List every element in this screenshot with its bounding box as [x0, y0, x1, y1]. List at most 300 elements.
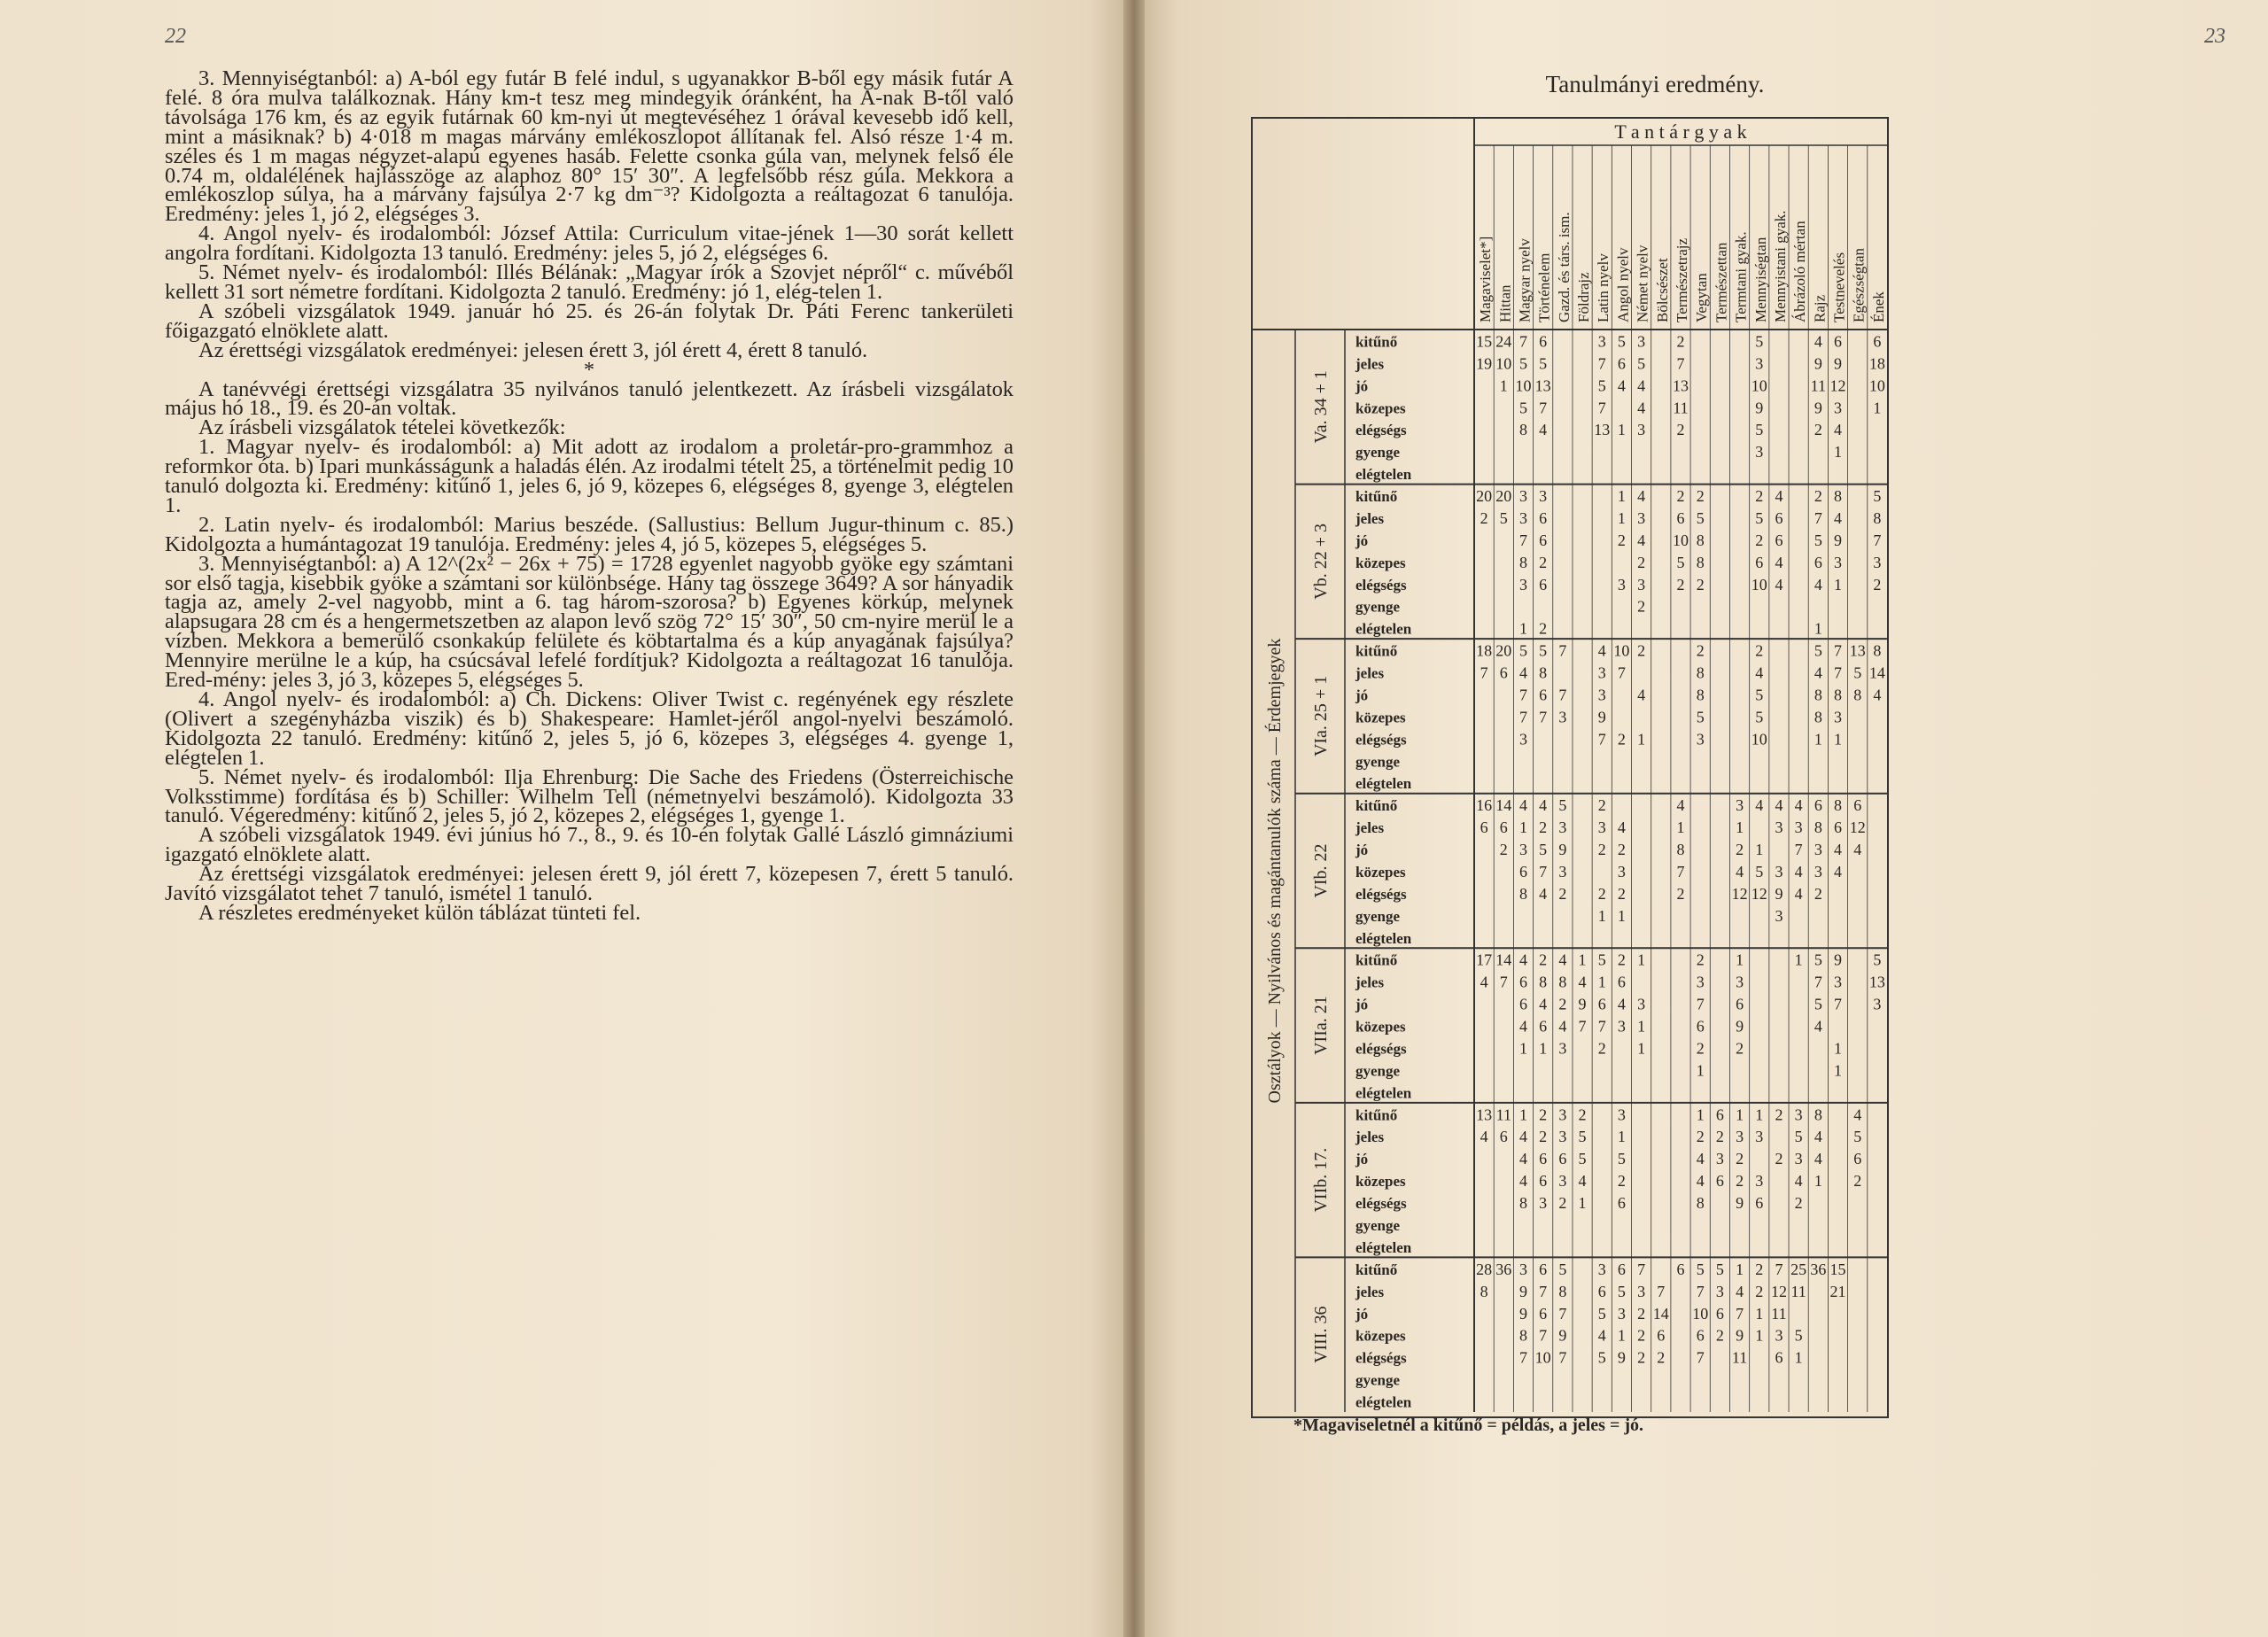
table-cell: 2 [1539, 1106, 1548, 1124]
table-cell: 6 [1539, 1150, 1548, 1168]
table-cell: 11 [1731, 1348, 1748, 1367]
table-cell: 6 [1518, 862, 1527, 881]
table-cell: 3 [1539, 487, 1548, 506]
table-cell: 3 [1775, 862, 1783, 881]
table-cell: 6 [1657, 1326, 1666, 1345]
table-cell: 4 [1597, 1326, 1606, 1345]
table-cell: 4 [1637, 399, 1646, 417]
subject-header: Német nyelv [1634, 244, 1651, 322]
table-cell: 4 [1597, 641, 1606, 660]
table-cell: 5 [1558, 1260, 1567, 1278]
grade-label: gyenge [1355, 753, 1401, 771]
table-cell: 4 [1873, 686, 1882, 704]
grade-label: kitűnő [1355, 797, 1398, 815]
paragraph: Az érettségi vizsgálatok eredményei: jelesen érett 9, jól érett 7, közepesen 7, érett 5 tanuló. Javító vizsgálatot tehet 7 tanuló, ismétel 1 tanuló. [165, 862, 1014, 906]
table-cell: 2 [1755, 1282, 1764, 1300]
table-cell: 3 [1873, 995, 1882, 1013]
paragraph: A részletes eredményeket külön táblázat tünteti fel. [198, 900, 641, 925]
table-cell: 9 [1775, 884, 1783, 903]
table-cell: 4 [1755, 796, 1764, 815]
table-cell: 10 [1534, 1348, 1551, 1367]
table-cell: 2 [1617, 841, 1626, 859]
footnote: *Magaviseletnél a kitűnő = példás, a jeles = jó. [1293, 1416, 1643, 1435]
table-cell: 1 [1539, 1039, 1548, 1058]
table-cell: 9 [1558, 841, 1567, 859]
table-cell: 1 [1755, 1326, 1764, 1345]
table-cell: 3 [1794, 1106, 1803, 1124]
table-cell: 2 [1558, 1194, 1567, 1213]
table-cell: 7 [1775, 1260, 1783, 1278]
table-cell: 8 [1518, 1194, 1527, 1213]
table-cell: 6 [1696, 1326, 1705, 1345]
table-cell: 5 [1755, 421, 1764, 439]
table-cell: 4 [1775, 553, 1783, 571]
table-cell: 14 [1868, 663, 1885, 682]
table-cell: 1 [1597, 973, 1606, 991]
table-cell: 7 [1539, 1282, 1548, 1300]
grade-label: gyenge [1355, 907, 1401, 925]
table-cell: 10 [1495, 354, 1512, 373]
table-cell: 3 [1637, 332, 1646, 351]
table-cell: 8 [1539, 663, 1548, 682]
table-cell: 3 [1558, 708, 1567, 726]
table-cell: 1 [1637, 1039, 1646, 1058]
table-cell: 1 [1518, 1039, 1527, 1058]
table-cell: 10 [1613, 641, 1630, 660]
table-cell: 5 [1617, 332, 1626, 351]
table-cell: 6 [1853, 1150, 1862, 1168]
subject-header: Mennyiségtan [1751, 237, 1769, 322]
table-cell: 1 [1794, 1348, 1803, 1367]
table-cell: 9 [1834, 354, 1843, 373]
grade-label: elégtelen [1355, 929, 1412, 947]
table-cell: 6 [1696, 1017, 1705, 1036]
grade-label: közepes [1355, 554, 1406, 571]
paragraph: Az érettségi vizsgálatok eredményei: jelesen érett 3, jól érett 4, érett 8 tanuló. [198, 337, 868, 362]
paragraph: 5. Német nyelv- és irodalomból: Ilja Ehrenburg: Die Sache des Friedens (Österreichische Volksstimme) fordítása és b) Schiller: Wilhelm Tell (németnyelvi beszámoló). Kidolgozta 33 tanuló. Végeredmény: kitűnő 2, jeles 5, jó 2, közepes 2, elégséges 1, gyenge 1. [165, 764, 1014, 828]
table-cell: 5 [1853, 1128, 1862, 1146]
table-cell: 1 [1834, 1061, 1843, 1080]
table-cell: 10 [1751, 376, 1767, 395]
table-cell: 7 [1499, 973, 1508, 991]
table-cell: 3 [1715, 1282, 1724, 1300]
table-cell: 8 [1696, 686, 1705, 704]
table-cell: 2 [1597, 884, 1606, 903]
paragraph: 1. Magyar nyelv- és irodalomból: a) Mit adott az irodalom a proletár-pro-grammhoz a reformkor óta. b) Ipari munkásságunk a haladás élén. Az irodalmi tételt 25, a történelmit pedig 10 tanuló dolgozta ki. Eredmény: kitűnő 1, jeles 6, jó 9, közepes 6, elégséges 8, gyenge 3, elégtelen 1. [165, 435, 1014, 517]
grade-label: kitűnő [1355, 642, 1398, 660]
table-cell: 2 [1775, 1106, 1783, 1124]
table-cell: 6 [1499, 818, 1508, 837]
table-cell: 6 [1539, 531, 1548, 549]
subject-header: Angol nyelv [1614, 247, 1632, 322]
table-cell: 8 [1814, 818, 1822, 837]
subject-header: Történelem [1535, 252, 1553, 322]
table-cell: 4 [1578, 973, 1587, 991]
subject-header: Mennyistani gyak. [1771, 210, 1789, 322]
table-cell: 8 [1834, 796, 1843, 815]
table-cell: 7 [1597, 354, 1606, 373]
table-cell: 5 [1755, 862, 1764, 881]
table-cell: 2 [1715, 1326, 1724, 1345]
table-cell: 2 [1696, 575, 1705, 594]
table-cell: 4 [1539, 796, 1548, 815]
table-cell: 6 [1539, 1172, 1548, 1191]
paragraph: 2. Latin nyelv- és irodalomból: Marius beszéde. (Sallustius: Bellum Jugur-thinum c. 85.) Kidolgozta a humántagozat 19 tanulója. Eredmény: jeles 4, jó 5, közepes 5, elégséges 5. [165, 512, 1014, 556]
table-cell: 1 [1617, 1326, 1626, 1345]
subject-header: Természettan [1713, 242, 1730, 322]
table-cell: 2 [1539, 1128, 1548, 1146]
table-cell: 1 [1578, 950, 1587, 969]
table-cell: 6 [1617, 1260, 1626, 1278]
table-cell: 3 [1518, 1260, 1527, 1278]
table-cell: 2 [1617, 950, 1626, 969]
table-cell: 3 [1617, 1304, 1626, 1323]
table-cell: 10 [1673, 531, 1689, 549]
table-cell: 6 [1617, 973, 1626, 991]
table-cell: 8 [1696, 553, 1705, 571]
table-cell: 4 [1834, 508, 1843, 527]
grade-label: elégtelen [1355, 1393, 1412, 1411]
grade-label: jeles [1355, 355, 1385, 373]
table-cell: 17 [1476, 950, 1493, 969]
table-cell: 4 [1794, 862, 1803, 881]
table-cell: 3 [1637, 421, 1646, 439]
table-cell: 4 [1578, 1172, 1587, 1191]
table-cell: 7 [1736, 1304, 1744, 1323]
table-cell: 5 [1617, 1150, 1626, 1168]
table-cell: 1 [1834, 575, 1843, 594]
table-cell: 3 [1637, 575, 1646, 594]
table-cell: 8 [1558, 1282, 1567, 1300]
table-cell: 13 [1594, 421, 1611, 439]
grade-label: jó [1355, 687, 1369, 704]
table-cell: 1 [1637, 1017, 1646, 1036]
table-cell: 9 [1814, 399, 1822, 417]
results-table-svg [1253, 119, 1887, 1412]
table-cell: 7 [1696, 995, 1705, 1013]
table-cell: 7 [1539, 399, 1548, 417]
table-cell: 3 [1736, 1128, 1744, 1146]
table-cell: 4 [1814, 1128, 1822, 1146]
table-cell: 1 [1873, 399, 1882, 417]
table-cell: 7 [1518, 332, 1527, 351]
table-cell: 3 [1617, 575, 1626, 594]
table-cell: 6 [1755, 553, 1764, 571]
table-cell: 1 [1676, 818, 1685, 837]
table-cell: 12 [1751, 884, 1767, 903]
table-cell: 3 [1794, 1150, 1803, 1168]
table-cell: 2 [1637, 597, 1646, 616]
grade-label: jeles [1355, 509, 1385, 527]
table-cell: 1 [1755, 841, 1764, 859]
book-gutter [1123, 0, 1145, 1637]
table-cell: 2 [1814, 884, 1822, 903]
table-cell: 6 [1853, 796, 1862, 815]
table-cell: 2 [1539, 818, 1548, 837]
table-cell: 2 [1617, 531, 1626, 549]
table-cell: 6 [1715, 1304, 1724, 1323]
table-cell: 4 [1834, 841, 1843, 859]
table-cell: 9 [1518, 1282, 1527, 1300]
table-cell: 8 [1814, 686, 1822, 704]
table-cell: 4 [1539, 884, 1548, 903]
table-cell: 5 [1597, 1304, 1606, 1323]
grade-label: jó [1355, 842, 1369, 859]
table-cell: 1 [1736, 1260, 1744, 1278]
table-cell: 3 [1597, 686, 1606, 704]
table-cell: 1 [1617, 906, 1626, 925]
table-cell: 14 [1495, 796, 1512, 815]
grade-label: elégtelen [1355, 775, 1412, 793]
table-cell: 7 [1578, 1017, 1587, 1036]
table-cell: 4 [1676, 796, 1685, 815]
grade-label: kitűnő [1355, 333, 1398, 351]
grade-label: kitűnő [1355, 488, 1398, 506]
grade-label: elégségs [1355, 422, 1407, 439]
table-cell: 4 [1637, 487, 1646, 506]
table-cell: 6 [1558, 1150, 1567, 1168]
table-cell: 5 [1578, 1150, 1587, 1168]
subjects-group-header: T a n t á r g y a k [1614, 120, 1747, 143]
table-cell: 1 [1597, 906, 1606, 925]
table-cell: 8 [1676, 841, 1685, 859]
table-cell: 3 [1518, 730, 1527, 749]
table-cell: 2 [1676, 421, 1685, 439]
table-cell: 2 [1775, 1150, 1783, 1168]
class-label: VIIb. 17. [1311, 1147, 1331, 1213]
table-cell: 1 [1518, 1106, 1527, 1124]
table-cell: 8 [1539, 973, 1548, 991]
grade-label: elégségs [1355, 1040, 1407, 1058]
paragraph: 3. Mennyiségtanból: a) A 12^(2x² − 26x + 75) = 1728 egyenlet nagyobb gyöke egy számtani sor első tagja, kisebbik gyöke a számtani sor különbsége. Hány tag összege 3649? A sor hányadik tagja az, amely 2-vel nagyobb, mint a 6. tag három-szorosa? b) Egyenes körkúp, melynek alapsugara 28 cm és a hengermetszetben az alapon levő szög 72° 15′ 30″, 50 cm-nyire merül le a vízben. Mekkora a bemerülő csonkakúp felülete és köbtartalma és a kúp anyagának fajsúlya? Mennyire merülne le a kúp, ha csúcsával lefelé fordítjuk? Kidolgozta a reáltagozat 16 tanulója. Ered-mény: jeles 3, jó 3, közepes 5, elégséges 5. [165, 551, 1014, 693]
table-cell: 1 [1637, 950, 1646, 969]
table-cell: 5 [1499, 508, 1508, 527]
table-cell: 13 [1673, 376, 1689, 395]
grade-label: gyenge [1355, 444, 1401, 462]
table-cell: 6 [1539, 1304, 1548, 1323]
table-cell: 2 [1597, 796, 1606, 815]
side-label: Osztályok — Nyilvános és magántanulók száma — Érdemjegyek [1265, 638, 1285, 1104]
table-cell: 10 [1751, 730, 1767, 749]
table-cell: 20 [1476, 487, 1493, 506]
table-cell: 8 [1696, 1194, 1705, 1213]
table-cell: 5 [1597, 950, 1606, 969]
table-cell: 2 [1558, 995, 1567, 1013]
grade-label: jó [1355, 996, 1369, 1013]
left-page [0, 0, 1123, 1637]
table-cell: 3 [1597, 332, 1606, 351]
subject-header: Vegytan [1693, 273, 1711, 322]
table-cell: 3 [1597, 1260, 1606, 1278]
table-cell: 36 [1495, 1260, 1512, 1278]
grade-label: jeles [1355, 664, 1385, 682]
table-cell: 5 [1597, 1348, 1606, 1367]
grade-label: közepes [1355, 1173, 1406, 1191]
grade-label: gyenge [1355, 1062, 1401, 1080]
grade-label: elégségs [1355, 576, 1407, 594]
table-cell: 3 [1814, 862, 1822, 881]
table-cell: 4 [1814, 575, 1822, 594]
table-cell: 4 [1617, 995, 1626, 1013]
subject-header: Termtani gyak. [1732, 231, 1750, 322]
table-cell: 11 [1495, 1106, 1511, 1124]
subject-header: Testnevelés [1830, 252, 1848, 322]
table-cell: 6 [1539, 332, 1548, 351]
table-cell: 2 [1755, 487, 1764, 506]
table-cell: 8 [1518, 553, 1527, 571]
grade-label: gyenge [1355, 1217, 1401, 1235]
table-cell: 2 [1499, 841, 1508, 859]
table-cell: 6 [1499, 663, 1508, 682]
table-cell: 4 [1775, 796, 1783, 815]
table-cell: 9 [1518, 1304, 1527, 1323]
table-cell: 4 [1755, 663, 1764, 682]
table-cell: 6 [1873, 332, 1882, 351]
table-cell: 6 [1480, 818, 1488, 837]
table-cell: 6 [1834, 818, 1843, 837]
grade-label: kitűnő [1355, 1106, 1398, 1124]
table-cell: 4 [1617, 818, 1626, 837]
table-cell: 7 [1597, 1017, 1606, 1036]
table-cell: 2 [1539, 619, 1548, 638]
table-cell: 2 [1637, 553, 1646, 571]
table-cell: 2 [1696, 487, 1705, 506]
table-cell: 12 [1849, 818, 1866, 837]
grade-label: kitűnő [1355, 951, 1398, 969]
table-cell: 6 [1775, 1348, 1783, 1367]
table-cell: 18 [1868, 354, 1885, 373]
table-cell: 16 [1476, 796, 1493, 815]
table-cell: 2 [1637, 1304, 1646, 1323]
table-cell: 6 [1736, 995, 1744, 1013]
table-cell: 3 [1558, 1128, 1567, 1146]
table-cell: 9 [1617, 1348, 1626, 1367]
table-cell: 1 [1814, 1172, 1822, 1191]
grade-label: elégségs [1355, 885, 1407, 903]
table-cell: 9 [1814, 354, 1822, 373]
table-cell: 4 [1794, 1172, 1803, 1191]
table-cell: 9 [1755, 399, 1764, 417]
table-cell: 2 [1696, 1039, 1705, 1058]
table-cell: 3 [1834, 973, 1843, 991]
table-cell: 21 [1829, 1282, 1846, 1300]
table-cell: 4 [1794, 884, 1803, 903]
table-cell: 3 [1597, 663, 1606, 682]
table-cell: 3 [1518, 841, 1527, 859]
table-cell: 4 [1736, 1282, 1744, 1300]
table-cell: 14 [1652, 1304, 1669, 1323]
table-cell: 4 [1814, 332, 1822, 351]
table-cell: 6 [1775, 531, 1783, 549]
grade-label: elégtelen [1355, 466, 1412, 484]
table-cell: 7 [1558, 641, 1567, 660]
table-cell: 8 [1853, 686, 1862, 704]
table-cell: 4 [1637, 376, 1646, 395]
table-cell: 5 [1676, 553, 1685, 571]
table-cell: 4 [1480, 1128, 1488, 1146]
table-cell: 7 [1834, 641, 1843, 660]
table-cell: 1 [1736, 950, 1744, 969]
table-cell: 2 [1715, 1128, 1724, 1146]
table-cell: 8 [1696, 663, 1705, 682]
grade-label: közepes [1355, 709, 1406, 726]
table-cell: 7 [1834, 663, 1843, 682]
table-cell: 25 [1790, 1260, 1807, 1278]
table-cell: 4 [1558, 1017, 1567, 1036]
table-cell: 2 [1696, 641, 1705, 660]
table-cell: 15 [1476, 332, 1493, 351]
table-cell: 9 [1736, 1194, 1744, 1213]
table-cell: 1 [1499, 376, 1508, 395]
grade-label: jó [1355, 531, 1369, 549]
table-cell: 1 [1814, 619, 1822, 638]
page-number-right: 23 [2204, 25, 2225, 48]
table-cell: 1 [1696, 1106, 1705, 1124]
table-cell: 3 [1518, 508, 1527, 527]
table-cell: 7 [1696, 1282, 1705, 1300]
table-cell: 3 [1696, 973, 1705, 991]
grade-label: jeles [1355, 974, 1385, 991]
table-cell: 7 [1539, 862, 1548, 881]
table-cell: 2 [1676, 487, 1685, 506]
table-cell: 5 [1696, 508, 1705, 527]
grade-label: elégségs [1355, 1195, 1407, 1213]
table-cell: 13 [1868, 973, 1885, 991]
table-cell: 1 [1834, 1039, 1843, 1058]
table-cell: 4 [1696, 1172, 1705, 1191]
table-cell: 4 [1518, 1172, 1527, 1191]
table-cell: 2 [1755, 1260, 1764, 1278]
table-cell: 10 [1868, 376, 1885, 395]
table-cell: 1 [1578, 1194, 1587, 1213]
table-cell: 2 [1617, 884, 1626, 903]
subject-header: Hittan [1496, 284, 1514, 322]
table-cell: 1 [1834, 730, 1843, 749]
table-cell: 5 [1814, 950, 1822, 969]
table-cell: 12 [1731, 884, 1748, 903]
table-cell: 8 [1558, 973, 1567, 991]
subject-header: Földrajz [1575, 272, 1593, 322]
table-cell: 8 [1518, 421, 1527, 439]
table-cell: 18 [1476, 641, 1493, 660]
table-cell: 2 [1736, 841, 1744, 859]
table-cell: 2 [1736, 1150, 1744, 1168]
table-cell: 13 [1476, 1106, 1493, 1124]
table-cell: 6 [1539, 686, 1548, 704]
grade-label: elégtelen [1355, 620, 1412, 638]
grade-label: közepes [1355, 1018, 1406, 1036]
table-cell: 2 [1676, 332, 1685, 351]
grade-label: jeles [1355, 819, 1385, 837]
table-cell: 5 [1873, 950, 1882, 969]
table-cell: 2 [1578, 1106, 1587, 1124]
table-cell: 7 [1518, 686, 1527, 704]
table-cell: 2 [1597, 1039, 1606, 1058]
table-cell: 4 [1480, 973, 1488, 991]
table-cell: 6 [1715, 1106, 1724, 1124]
table-cell: 2 [1637, 1348, 1646, 1367]
table-cell: 3 [1617, 862, 1626, 881]
table-cell: 7 [1617, 663, 1626, 682]
subject-header: Rajz [1811, 294, 1829, 322]
table-cell: 7 [1558, 1304, 1567, 1323]
table-cell: 2 [1853, 1172, 1862, 1191]
table-cell: 4 [1853, 1106, 1862, 1124]
table-cell: 4 [1794, 796, 1803, 815]
table-cell: 1 [1518, 619, 1527, 638]
table-cell: 13 [1534, 376, 1551, 395]
grade-label: elégségs [1355, 731, 1407, 749]
